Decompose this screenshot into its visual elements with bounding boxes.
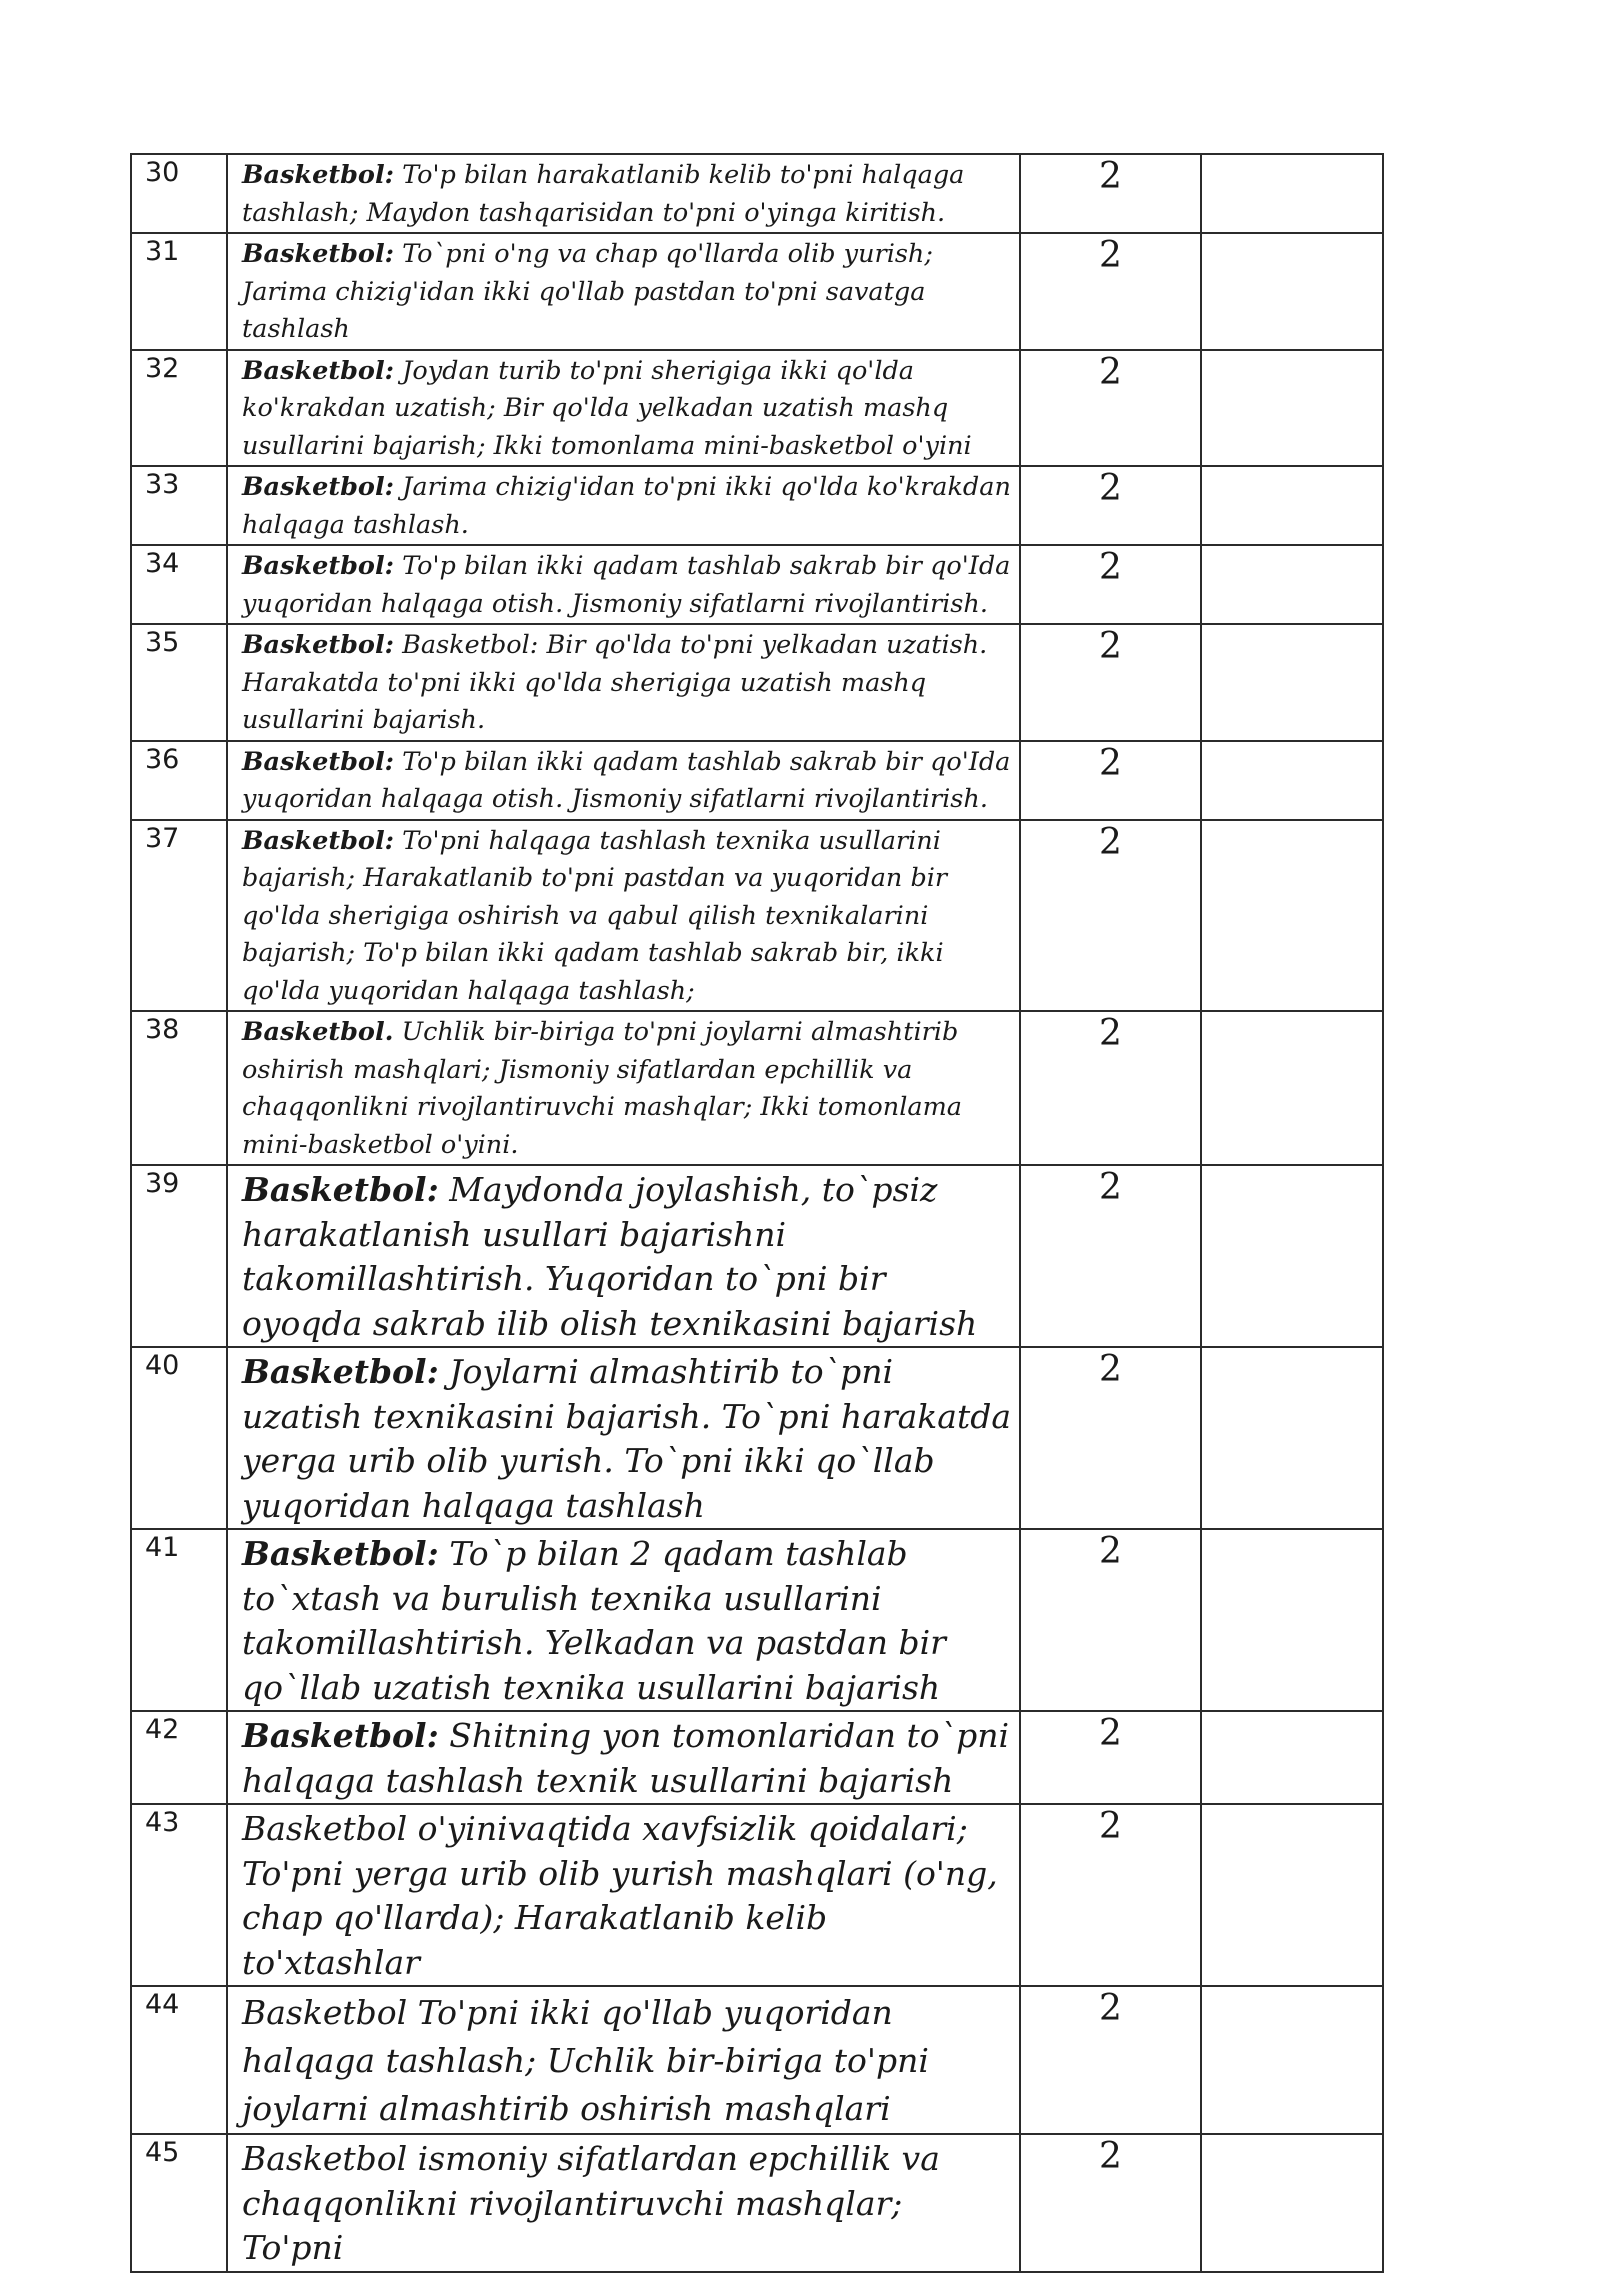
topic-text: To'pni halqaga tashlash texnika usullarini bajarish; Harakatlanib to'pni pastdan va yuqoridan bir qo'lda sherigiga oshirish va qabul qilish texnikalarini bajarish; To'p bilan ikki qadam tashlab sakrab bir, ikki qo'lda yuqoridan halqaga tashlash; bbox=[242, 825, 948, 1006]
lesson-topic bbox=[227, 466, 1020, 545]
topic-text: To`p bilan 2 qadam tashlab to`xtash va burulish texnika usullarini takomillashtirish. Yelkadan va pastdan bir qo`llab uzatish texnika usullarini bajarish bbox=[242, 1534, 946, 1707]
table-row bbox=[131, 624, 1383, 741]
hours-value: 2 bbox=[1020, 1011, 1201, 1165]
topic-keyword: Basketbol: bbox=[242, 1352, 439, 1391]
lesson-topic bbox=[227, 820, 1020, 1012]
lesson-topic bbox=[227, 1347, 1020, 1529]
lesson-topic bbox=[227, 741, 1020, 820]
lesson-topic bbox=[227, 1165, 1020, 1347]
note-cell bbox=[1201, 350, 1383, 467]
table-row bbox=[131, 1986, 1383, 2134]
hours-value: 2 bbox=[1020, 1347, 1201, 1529]
lesson-topic bbox=[227, 1986, 1020, 2134]
note-cell bbox=[1201, 2134, 1383, 2272]
table-row bbox=[131, 741, 1383, 820]
lesson-plan-table-body bbox=[131, 154, 1383, 2272]
table-row bbox=[131, 1011, 1383, 1165]
note-cell bbox=[1201, 1165, 1383, 1347]
topic-text: To'p bilan ikki qadam tashlab sakrab bir qo'Ida yuqoridan halqaga otish. Jismoniy sifatlarni rivojlantirish. bbox=[242, 746, 1011, 814]
hours-value: 2 bbox=[1020, 820, 1201, 1012]
note-cell bbox=[1201, 154, 1383, 233]
hours-value: 2 bbox=[1020, 545, 1201, 624]
row-number: 33 bbox=[131, 466, 227, 545]
lesson-topic bbox=[227, 545, 1020, 624]
note-cell bbox=[1201, 233, 1383, 350]
hours-value: 2 bbox=[1020, 466, 1201, 545]
topic-text: Basketbol To'pni ikki qo'llab yuqoridan halqaga tashlash; Uchlik bir-biriga to'pni joylarni almashtirib oshirish mashqlari bbox=[242, 1993, 929, 2128]
lesson-topic bbox=[227, 2134, 1020, 2272]
topic-text: Maydonda joylashish, to`psiz harakatlanish usullari bajarishni takomillashtirish. Yuqoridan to`pni bir oyoqda sakrab ilib olish texnikasini bajarish bbox=[242, 1170, 978, 1343]
table-row bbox=[131, 1804, 1383, 1986]
note-cell bbox=[1201, 1804, 1383, 1986]
topic-text: Joylarni almashtirib to`pni uzatish texnikasini bajarish. To`pni harakatda yerga urib olib yurish. To`pni ikki qo`llab yuqoridan halqaga tashlash bbox=[242, 1352, 1012, 1525]
topic-text: Basketbol: Bir qo'lda to'pni yelkadan uzatish. Harakatda to'pni ikki qo'lda sherigiga uzatish mashq usullarini bajarish. bbox=[242, 630, 988, 735]
row-number: 37 bbox=[131, 820, 227, 1012]
row-number: 43 bbox=[131, 1804, 227, 1986]
topic-text: Shitning yon tomonlaridan to`pni halqaga tashlash texnik usullarini bajarish bbox=[242, 1716, 1010, 1800]
topic-keyword: Basketbol: bbox=[242, 1716, 439, 1755]
topic-text: Jarima chizig'idan to'pni ikki qo'lda ko'krakdan halqaga tashlash. bbox=[242, 472, 1011, 540]
table-row bbox=[131, 1711, 1383, 1804]
table-row bbox=[131, 154, 1383, 233]
row-number: 39 bbox=[131, 1165, 227, 1347]
topic-text: To`pni o'ng va chap qo'llarda olib yurish; Jarima chizig'idan ikki qo'llab pastdan to'pni savatga tashlash bbox=[242, 239, 933, 344]
topic-text: Joydan turib to'pni sherigiga ikki qo'lda ko'krakdan uzatish; Bir qo'lda yelkadan uzatish mashq usullarini bajarish; Ikki tomonlama mini-basketbol o'yini bbox=[242, 355, 972, 461]
note-cell bbox=[1201, 545, 1383, 624]
topic-text: Basketbol o'yinivaqtida xavfsizlik qoidalari; To'pni yerga urib olib yurish mashqlari (o'ng, chap qo'llarda); Harakatlanib kelib to'xtashlar bbox=[242, 1809, 998, 1982]
topic-keyword: Basketbol: bbox=[242, 1534, 439, 1573]
topic-keyword: Basketbol: bbox=[242, 1170, 439, 1209]
hours-value: 2 bbox=[1020, 1986, 1201, 2134]
lesson-topic bbox=[227, 1529, 1020, 1711]
topic-text: To'p bilan ikki qadam tashlab sakrab bir qo'Ida yuqoridan halqaga otish. Jismoniy sifatlarni rivojlantirish. bbox=[242, 551, 1011, 619]
row-number: 35 bbox=[131, 624, 227, 741]
lesson-topic bbox=[227, 1804, 1020, 1986]
row-number: 44 bbox=[131, 1986, 227, 2134]
topic-keyword: Basketbol: bbox=[242, 551, 395, 581]
table-row bbox=[131, 350, 1383, 467]
row-number: 38 bbox=[131, 1011, 227, 1165]
table-row bbox=[131, 2134, 1383, 2272]
table-row bbox=[131, 233, 1383, 350]
hours-value: 2 bbox=[1020, 2134, 1201, 2272]
row-number: 36 bbox=[131, 741, 227, 820]
note-cell bbox=[1201, 466, 1383, 545]
note-cell bbox=[1201, 624, 1383, 741]
lesson-topic bbox=[227, 1711, 1020, 1804]
table-row bbox=[131, 1165, 1383, 1347]
hours-value: 2 bbox=[1020, 1529, 1201, 1711]
row-number: 32 bbox=[131, 350, 227, 467]
topic-keyword: Basketbol: bbox=[242, 355, 395, 386]
row-number: 45 bbox=[131, 2134, 227, 2272]
topic-keyword: Basketbol: bbox=[242, 630, 395, 660]
row-number: 31 bbox=[131, 233, 227, 350]
note-cell bbox=[1201, 1986, 1383, 2134]
lesson-topic bbox=[227, 233, 1020, 350]
table-row bbox=[131, 1529, 1383, 1711]
topic-text: Basketbol ismoniy sifatlardan epchillik va chaqqonlikni rivojlantiruvchi mashqlar; To'pni bbox=[242, 2139, 940, 2267]
lesson-topic bbox=[227, 350, 1020, 467]
hours-value: 2 bbox=[1020, 1711, 1201, 1804]
hours-value: 2 bbox=[1020, 154, 1201, 233]
topic-keyword: Basketbol: bbox=[242, 239, 395, 269]
hours-value: 2 bbox=[1020, 1804, 1201, 1986]
topic-keyword: Basketbol: bbox=[242, 472, 395, 502]
topic-keyword: Basketbol: bbox=[242, 825, 395, 856]
hours-value: 2 bbox=[1020, 1165, 1201, 1347]
table-row bbox=[131, 820, 1383, 1012]
row-number: 40 bbox=[131, 1347, 227, 1529]
table-row bbox=[131, 1347, 1383, 1529]
topic-text: To'p bilan harakatlanib kelib to'pni halqaga tashlash; Maydon tashqarisidan to'pni o'yinga kiritish. bbox=[242, 160, 965, 228]
row-number: 41 bbox=[131, 1529, 227, 1711]
note-cell bbox=[1201, 820, 1383, 1012]
table-row bbox=[131, 545, 1383, 624]
topic-keyword: Basketbol: bbox=[242, 160, 395, 190]
lesson-topic bbox=[227, 154, 1020, 233]
lesson-plan-table bbox=[130, 153, 1384, 2273]
lesson-topic bbox=[227, 624, 1020, 741]
row-number: 42 bbox=[131, 1711, 227, 1804]
lesson-topic bbox=[227, 1011, 1020, 1165]
hours-value: 2 bbox=[1020, 233, 1201, 350]
hours-value: 2 bbox=[1020, 741, 1201, 820]
note-cell bbox=[1201, 1711, 1383, 1804]
table-row bbox=[131, 466, 1383, 545]
note-cell bbox=[1201, 1347, 1383, 1529]
topic-keyword: Basketbol: bbox=[242, 746, 395, 777]
hours-value: 2 bbox=[1020, 350, 1201, 467]
row-number: 34 bbox=[131, 545, 227, 624]
note-cell bbox=[1201, 1011, 1383, 1165]
topic-keyword: Basketbol. bbox=[242, 1017, 394, 1047]
note-cell bbox=[1201, 741, 1383, 820]
note-cell bbox=[1201, 1529, 1383, 1711]
hours-value: 2 bbox=[1020, 624, 1201, 741]
topic-text: Uchlik bir-biriga to'pni joylarni almashtirib oshirish mashqlari; Jismoniy sifatlardan epchillik va chaqqonlikni rivojlantiruvchi mashqlar; Ikki tomonlama mini-basketbol o'yini. bbox=[242, 1017, 962, 1160]
row-number: 30 bbox=[131, 154, 227, 233]
